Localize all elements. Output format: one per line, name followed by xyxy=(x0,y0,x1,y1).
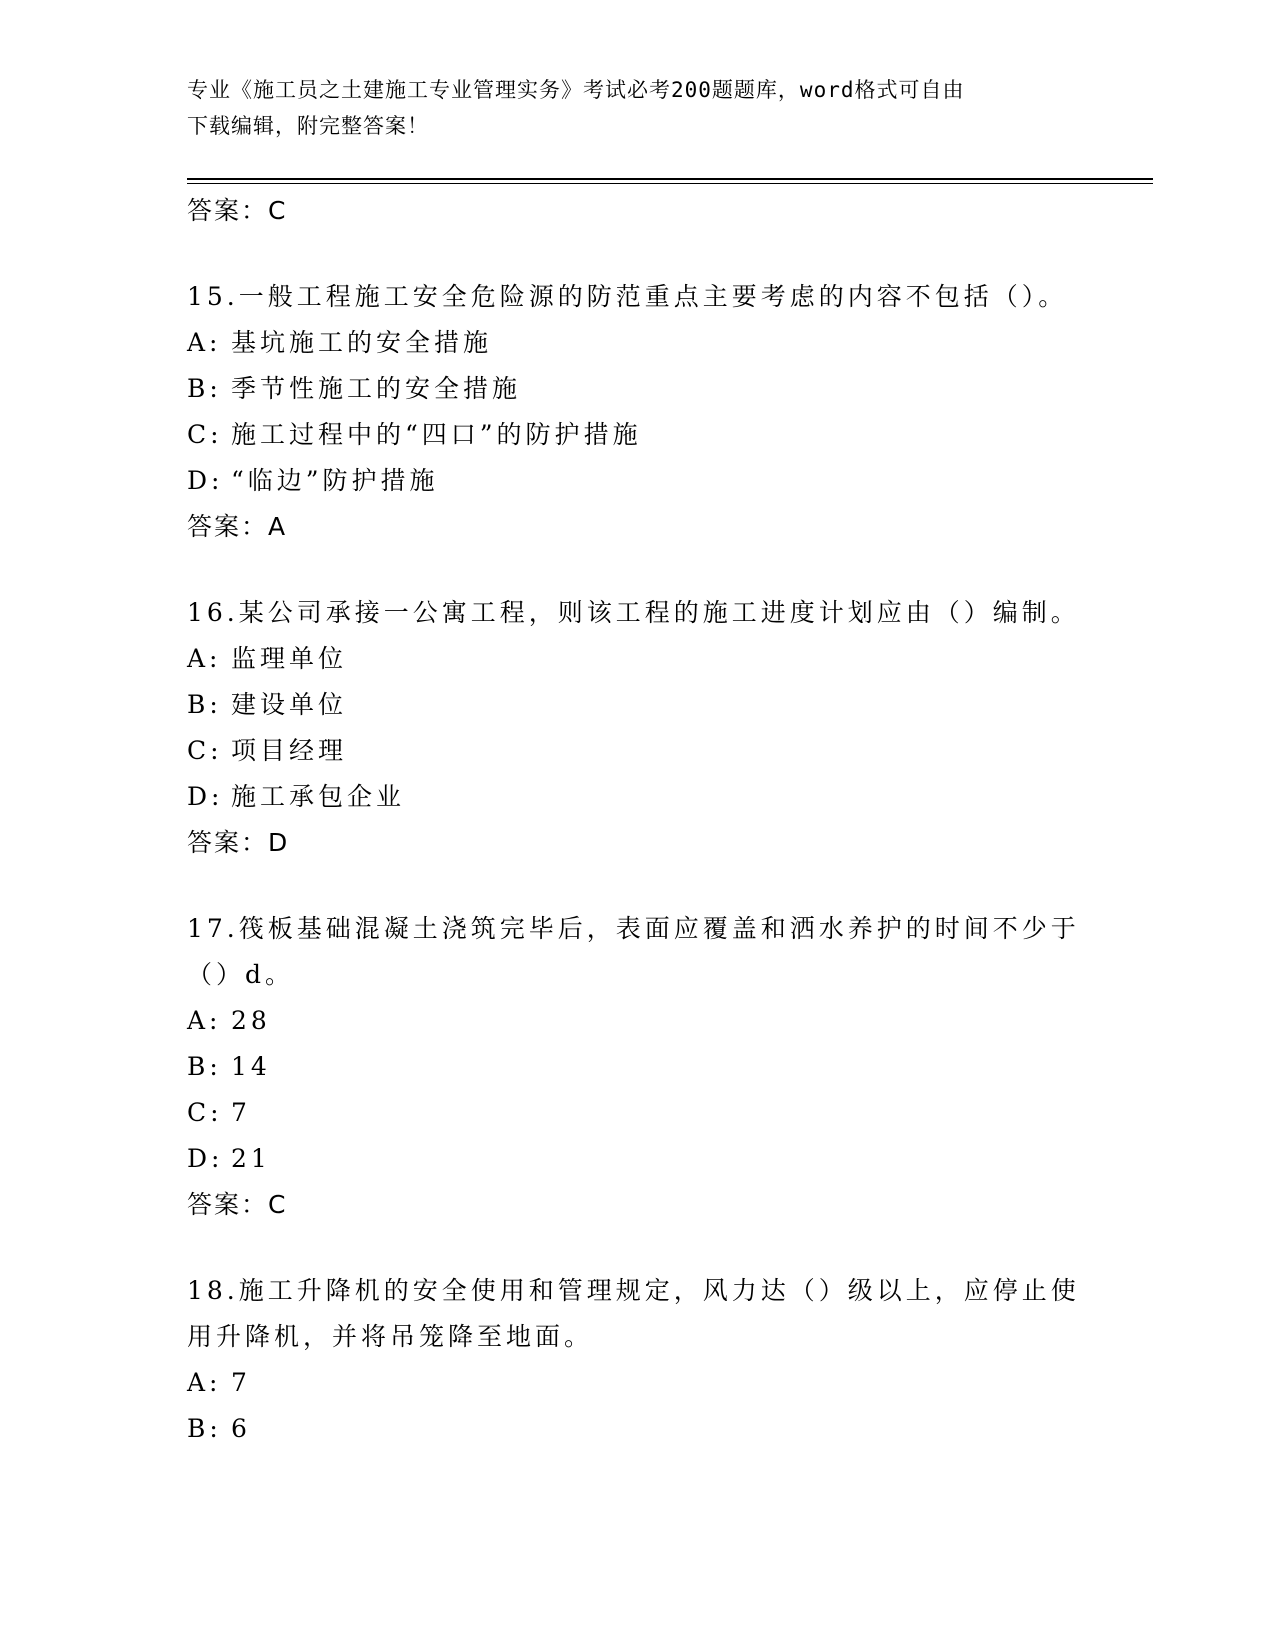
question-list xyxy=(187,188,1087,1452)
option-key: C: xyxy=(187,420,223,449)
option-text: 建设单位 xyxy=(231,690,348,719)
option-c xyxy=(187,412,1087,458)
question-17 xyxy=(187,906,1087,1228)
option-b xyxy=(187,682,1087,728)
option-key: D: xyxy=(187,782,224,811)
option-key: B: xyxy=(187,1414,222,1443)
option-text: “临边”防护措施 xyxy=(231,466,439,495)
question-16 xyxy=(187,590,1087,866)
option-c xyxy=(187,1090,1087,1136)
option-key: C: xyxy=(187,736,223,765)
option-text: 施工过程中的“四口”的防护措施 xyxy=(231,420,642,449)
question-stem: 15.一般工程施工安全危险源的防范重点主要考虑的内容不包括（）。 xyxy=(187,282,1068,311)
option-text: 14 xyxy=(231,1052,271,1081)
option-text: 施工承包企业 xyxy=(231,782,406,811)
previous-answer: 答案：C xyxy=(187,196,288,225)
option-text: 季节性施工的安全措施 xyxy=(231,374,522,403)
option-key: B: xyxy=(187,690,222,719)
option-d xyxy=(187,774,1087,820)
option-text: 21 xyxy=(231,1144,271,1173)
question-stem: 18.施工升降机的安全使用和管理规定，风力达（）级以上，应停止使用升降机，并将吊笼降至地面。 xyxy=(187,1276,1080,1351)
option-key: C: xyxy=(187,1098,223,1127)
option-key: A: xyxy=(187,328,222,357)
question-18 xyxy=(187,1268,1087,1452)
option-a xyxy=(187,998,1087,1044)
option-a xyxy=(187,1360,1087,1406)
option-d xyxy=(187,1136,1087,1182)
option-key: A: xyxy=(187,644,222,673)
option-text: 监理单位 xyxy=(231,644,348,673)
option-text: 项目经理 xyxy=(231,736,348,765)
question-15 xyxy=(187,274,1087,550)
header-divider-thin xyxy=(187,183,1153,184)
header-divider-thick xyxy=(187,178,1153,180)
option-b xyxy=(187,1406,1087,1452)
option-key: D: xyxy=(187,466,224,495)
option-key: D: xyxy=(187,1144,224,1173)
header-line-1: 专业《施工员之土建施工专业管理实务》考试必考200题题库，word格式可自由 xyxy=(187,78,965,102)
document-header xyxy=(187,72,1087,144)
option-text: 28 xyxy=(231,1006,271,1035)
option-text: 7 xyxy=(231,1098,251,1127)
option-key: A: xyxy=(187,1006,222,1035)
answer: 答案：C xyxy=(187,1190,288,1219)
option-a xyxy=(187,320,1087,366)
option-key: B: xyxy=(187,374,222,403)
option-text: 6 xyxy=(231,1414,251,1443)
header-line-2: 下载编辑，附完整答案！ xyxy=(187,114,429,138)
question-stem: 17.筏板基础混凝土浇筑完毕后，表面应覆盖和洒水养护的时间不少于（）d。 xyxy=(187,914,1080,989)
question-stem: 16.某公司承接一公寓工程，则该工程的施工进度计划应由（）编制。 xyxy=(187,598,1080,627)
option-b xyxy=(187,1044,1087,1090)
option-key: B: xyxy=(187,1052,222,1081)
option-a xyxy=(187,636,1087,682)
option-text: 基坑施工的安全措施 xyxy=(231,328,493,357)
option-b xyxy=(187,366,1087,412)
option-c xyxy=(187,728,1087,774)
answer: 答案：D xyxy=(187,828,290,857)
option-key: A: xyxy=(187,1368,222,1397)
option-d xyxy=(187,458,1087,504)
option-text: 7 xyxy=(231,1368,251,1397)
answer: 答案：A xyxy=(187,512,288,541)
